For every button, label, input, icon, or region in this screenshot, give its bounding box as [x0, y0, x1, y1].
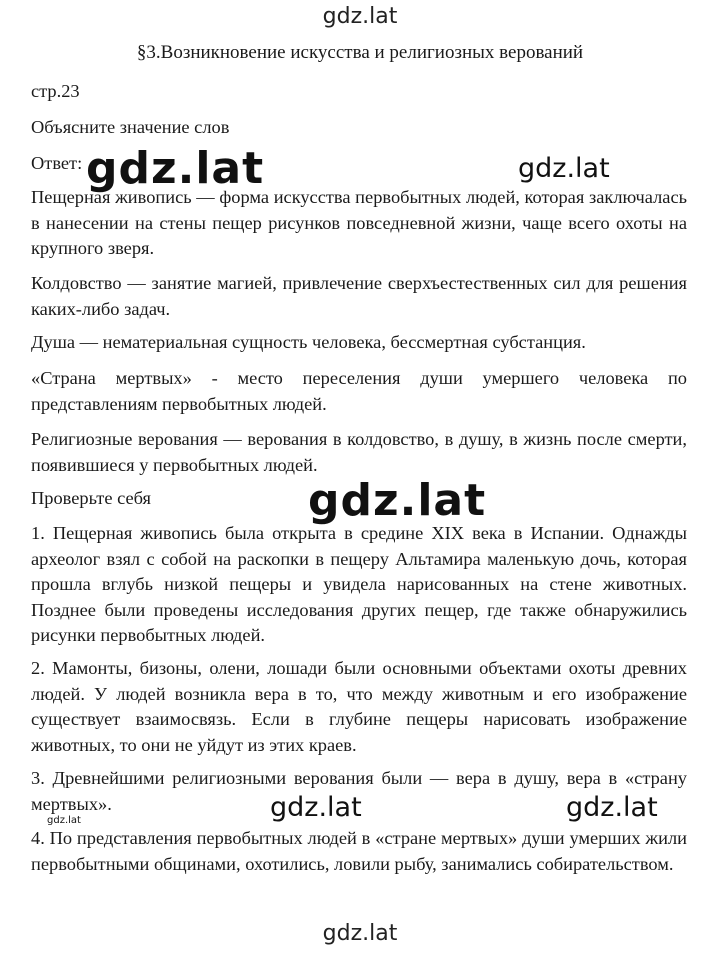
definition-religious-beliefs: Религиозные верования — верования в колдовство, в душу, в жизнь после смерти, появившиеся у первобытных людей. — [31, 429, 687, 475]
watermark-answer: gdz.lat — [86, 143, 265, 194]
site-footer: gdz.lat — [322, 921, 398, 946]
answer-label: Ответ: — [31, 153, 83, 173]
task-heading: Объясните значение слов — [31, 117, 230, 137]
answer-4: 4. По представления первобытных людей в «стране мертвых» души умерших жили первобытными общинами, охотились, ловили рыбу, занимались собирательством. — [31, 828, 687, 874]
check-heading: Проверьте себя — [31, 488, 151, 508]
definition-witchcraft: Колдовство — занятие магией, привлечение сверхъестественных сил для решения каких-либо задач. — [31, 273, 687, 319]
definition-cave-painting: Пещерная живопись — форма искусства первобытных людей, которая заключалась в нанесении на стены пещер рисунков повседневной жизни, чаще всего охоты на крупного зверя. — [31, 187, 687, 259]
answer-3: 3. Древнейшими религиозными верования были — вера в душу, вера в «страну мертвых». — [31, 768, 687, 814]
watermark-tiny: gdz.lat — [47, 815, 81, 826]
answer-2: 2. Мамонты, бизоны, олени, лошади были основными объектами охоты древних людей. У людей возникла вера в то, что между животным и его изображение существует взаимосвязь. Если в глубине пещеры нарисовать изображение животных, то они не уйдут из этих краев. — [31, 658, 687, 755]
page-reference: стр.23 — [31, 81, 80, 101]
watermark-bottom-mid: gdz.lat — [270, 792, 362, 823]
site-header: gdz.lat — [322, 4, 398, 29]
watermark-bottom-right: gdz.lat — [566, 792, 658, 823]
page-title: §3.Возникновение искусства и религиозных верований — [136, 42, 584, 63]
answer-1: 1. Пещерная живопись была открыта в средине XIX века в Испании. Однажды археолог взял с собой на раскопки в пещеру Альтамира маленькую дочь, которая прошла вглубь низкой пещеры и увидела нарисованных на стене животных. Позднее были проведены исследования других пещер, где также обнаружились рисунки первобытных людей. — [31, 523, 687, 646]
watermark-right: gdz.lat — [518, 153, 610, 184]
watermark-center: gdz.lat — [308, 475, 487, 526]
definition-soul: Душа — нематериальная сущность человека, бессмертная субстанция. — [31, 332, 586, 352]
definition-land-of-dead: «Страна мертвых» - место переселения души умершего человека по представлениям первобытных людей. — [31, 368, 687, 414]
